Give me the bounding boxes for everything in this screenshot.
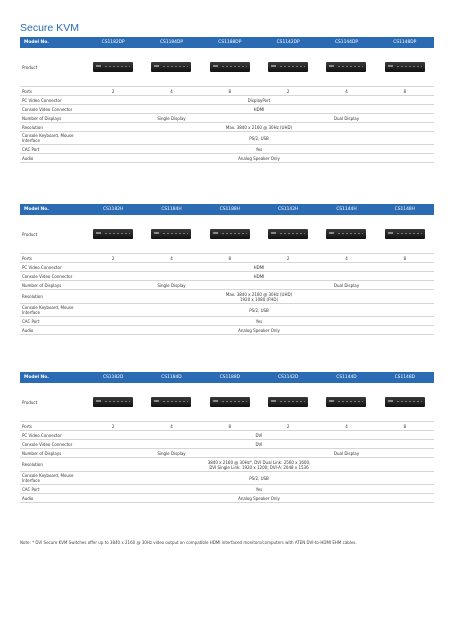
resolution-value xyxy=(84,292,434,302)
keyboard-row xyxy=(20,304,434,317)
kvm-switch-image xyxy=(210,62,250,72)
port-count: 2 xyxy=(111,423,115,429)
port-count: 8 xyxy=(403,423,407,429)
kvm-switch-image xyxy=(326,229,366,239)
keyboard-label: Console Keyboard, Mouse Interface xyxy=(22,133,74,143)
keyboard-row xyxy=(20,472,434,485)
product-label: Product xyxy=(22,399,38,405)
displays-row xyxy=(20,449,434,458)
port-count: 2 xyxy=(286,423,290,429)
port-count: 8 xyxy=(228,423,232,429)
kvm-switch-image xyxy=(93,62,133,72)
kvm-switch-image xyxy=(268,229,308,239)
keyboard-label: Console Keyboard, Mouse Interface xyxy=(22,305,74,315)
port-count: 4 xyxy=(345,423,348,429)
resolution-row xyxy=(20,458,434,472)
page-title: Secure KVM xyxy=(20,22,79,34)
model-name: CS1182DP xyxy=(101,40,125,45)
cac-value: Yes xyxy=(255,486,263,492)
product-table-2 xyxy=(20,204,434,335)
console-video-value: HDMI xyxy=(253,106,265,112)
model-label: Model No. xyxy=(24,375,49,380)
displays-row xyxy=(20,281,434,290)
pc-video-row xyxy=(20,431,434,440)
dual-display-value: Dual Display xyxy=(333,282,360,288)
console-video-value: HDMI xyxy=(253,273,265,279)
pc-video-value: DisplayPort xyxy=(247,97,271,103)
cac-row xyxy=(20,317,434,326)
model-label: Model No. xyxy=(24,40,49,45)
displays-label: Number of Displays xyxy=(22,450,62,456)
resolution-row xyxy=(20,123,434,132)
kvm-switch-image xyxy=(93,397,133,407)
pc-video-label: PC Video Connector xyxy=(22,432,62,438)
footnote: Note: * DVI Secure KVM Switches offer up to 3840 x 2160 @ 30Hz video output on compatible HDMI interfaced monitors/computers with ATEN DVI-to-HDMI EHM cables. xyxy=(20,540,357,545)
pc-video-row xyxy=(20,96,434,105)
keyboard-row xyxy=(20,132,434,145)
model-name: CS1144D xyxy=(336,375,357,380)
kvm-switch-image xyxy=(385,62,425,72)
console-video-label: Console Video Connector xyxy=(22,106,73,112)
model-name: CS1148DP xyxy=(393,40,417,45)
product-label: Product xyxy=(22,231,38,237)
resolution-label: Resolution xyxy=(22,294,43,299)
port-count: 8 xyxy=(228,88,232,94)
model-label: Model No. xyxy=(24,207,49,212)
resolution-label: Resolution xyxy=(22,462,43,467)
port-count: 2 xyxy=(286,88,290,94)
ports-label: Ports xyxy=(22,88,33,94)
resolution-value: Max. 3840 x 2160 @ 30Hz (UHD) xyxy=(225,124,293,130)
product-image-row xyxy=(20,48,434,87)
model-name: CS1184D xyxy=(161,375,182,380)
product-label: Product xyxy=(22,64,38,70)
kvm-switch-image xyxy=(151,397,191,407)
dual-display-value: Dual Display xyxy=(333,450,360,456)
kvm-switch-image xyxy=(268,62,308,72)
single-display-value: Single Display xyxy=(157,115,186,121)
model-header-row xyxy=(20,37,434,48)
port-count: 2 xyxy=(286,255,290,261)
console-video-row xyxy=(20,440,434,449)
product-image-row xyxy=(20,383,434,422)
model-name: CS1184DP xyxy=(159,40,184,45)
kvm-switch-image xyxy=(93,229,133,239)
resolution-line-2: 1920 x 1080 (FHD) xyxy=(239,296,279,302)
product-table-1 xyxy=(20,37,434,163)
kvm-switch-image xyxy=(210,229,250,239)
audio-row xyxy=(20,494,434,503)
model-name: CS1182H xyxy=(103,207,124,212)
kvm-switch-image xyxy=(326,62,366,72)
port-count: 4 xyxy=(170,423,173,429)
pc-video-label: PC Video Connector xyxy=(22,264,62,270)
model-name: CS1142H xyxy=(277,207,299,212)
displays-row xyxy=(20,114,434,123)
cac-label: CAC Port xyxy=(22,146,40,152)
model-name: CS1188H xyxy=(219,207,240,212)
ports-row xyxy=(20,422,434,431)
ports-label: Ports xyxy=(22,423,33,429)
keyboard-value: PS/2, USB xyxy=(249,135,269,141)
port-count: 4 xyxy=(170,255,173,261)
model-header-row xyxy=(20,372,434,383)
audio-row xyxy=(20,326,434,335)
model-name: CS1144H xyxy=(336,207,357,212)
resolution-line-2: DVI Single Link: 1920 x 1200; DVI-A: 2048 x 1536 xyxy=(209,464,309,470)
console-video-label: Console Video Connector xyxy=(22,441,73,447)
audio-row xyxy=(20,154,434,163)
cac-value: Yes xyxy=(255,146,263,152)
kvm-switch-image xyxy=(268,397,308,407)
kvm-switch-image xyxy=(151,62,191,72)
kvm-switch-image xyxy=(326,397,366,407)
single-display-value: Single Display xyxy=(157,450,186,456)
product-table-3 xyxy=(20,372,434,503)
resolution-row xyxy=(20,290,434,304)
audio-value: Analog Speaker Only xyxy=(238,327,280,333)
audio-value: Analog Speaker Only xyxy=(238,495,280,501)
pc-video-label: PC Video Connector xyxy=(22,97,62,103)
cac-label: CAC Port xyxy=(22,486,40,492)
console-video-label: Console Video Connector xyxy=(22,273,73,279)
model-name: CS1182D xyxy=(102,375,124,380)
console-video-value: DVI xyxy=(255,441,263,447)
ports-row xyxy=(20,87,434,96)
resolution-label: Resolution xyxy=(22,124,43,130)
model-name: CS1144DP xyxy=(334,40,358,45)
kvm-switch-image xyxy=(385,397,425,407)
resolution-value xyxy=(84,460,434,470)
cac-row xyxy=(20,485,434,494)
cac-row xyxy=(20,145,434,154)
cac-label: CAC Port xyxy=(22,318,40,324)
port-count: 2 xyxy=(111,88,115,94)
pc-video-row xyxy=(20,263,434,272)
single-display-value: Single Display xyxy=(157,282,186,288)
model-name: CS1142DP xyxy=(276,40,300,45)
model-name: CS1184H xyxy=(161,207,182,212)
model-header-row xyxy=(20,204,434,215)
product-image-row xyxy=(20,215,434,254)
resolution-line-1: Max. 3840 x 2160 @ 30Hz (UHD) xyxy=(225,291,293,297)
model-name: CS1188D xyxy=(219,375,241,380)
cac-value: Yes xyxy=(255,318,263,324)
resolution-line-1: 3840 x 2160 @ 30Hz*, DVI Dual Link: 2560 x 1600, xyxy=(207,459,311,465)
port-count: 4 xyxy=(345,88,348,94)
audio-value: Analog Speaker Only xyxy=(238,155,280,161)
displays-label: Number of Displays xyxy=(22,282,62,288)
keyboard-value: PS/2, USB xyxy=(249,307,269,313)
model-name: CS1148D xyxy=(394,375,416,380)
keyboard-label: Console Keyboard, Mouse Interface xyxy=(22,473,74,483)
model-name: CS1148H xyxy=(394,207,415,212)
audio-label: Audio xyxy=(22,327,34,333)
port-count: 4 xyxy=(170,88,173,94)
port-count: 2 xyxy=(111,255,115,261)
ports-row xyxy=(20,254,434,263)
kvm-switch-image xyxy=(385,229,425,239)
model-name: CS1188DP xyxy=(218,40,242,45)
port-count: 4 xyxy=(345,255,348,261)
kvm-switch-image xyxy=(210,397,250,407)
pc-video-value: HDMI xyxy=(253,264,265,270)
port-count: 8 xyxy=(228,255,232,261)
console-video-row xyxy=(20,105,434,114)
model-name: CS1142D xyxy=(277,375,299,380)
ports-label: Ports xyxy=(22,255,33,261)
audio-label: Audio xyxy=(22,495,34,501)
displays-label: Number of Displays xyxy=(22,115,62,121)
dual-display-value: Dual Display xyxy=(333,115,360,121)
console-video-row xyxy=(20,272,434,281)
keyboard-value: PS/2, USB xyxy=(249,475,269,481)
pc-video-value: DVI xyxy=(255,432,263,438)
port-count: 8 xyxy=(403,255,407,261)
audio-label: Audio xyxy=(22,155,34,161)
kvm-switch-image xyxy=(151,229,191,239)
port-count: 8 xyxy=(403,88,407,94)
